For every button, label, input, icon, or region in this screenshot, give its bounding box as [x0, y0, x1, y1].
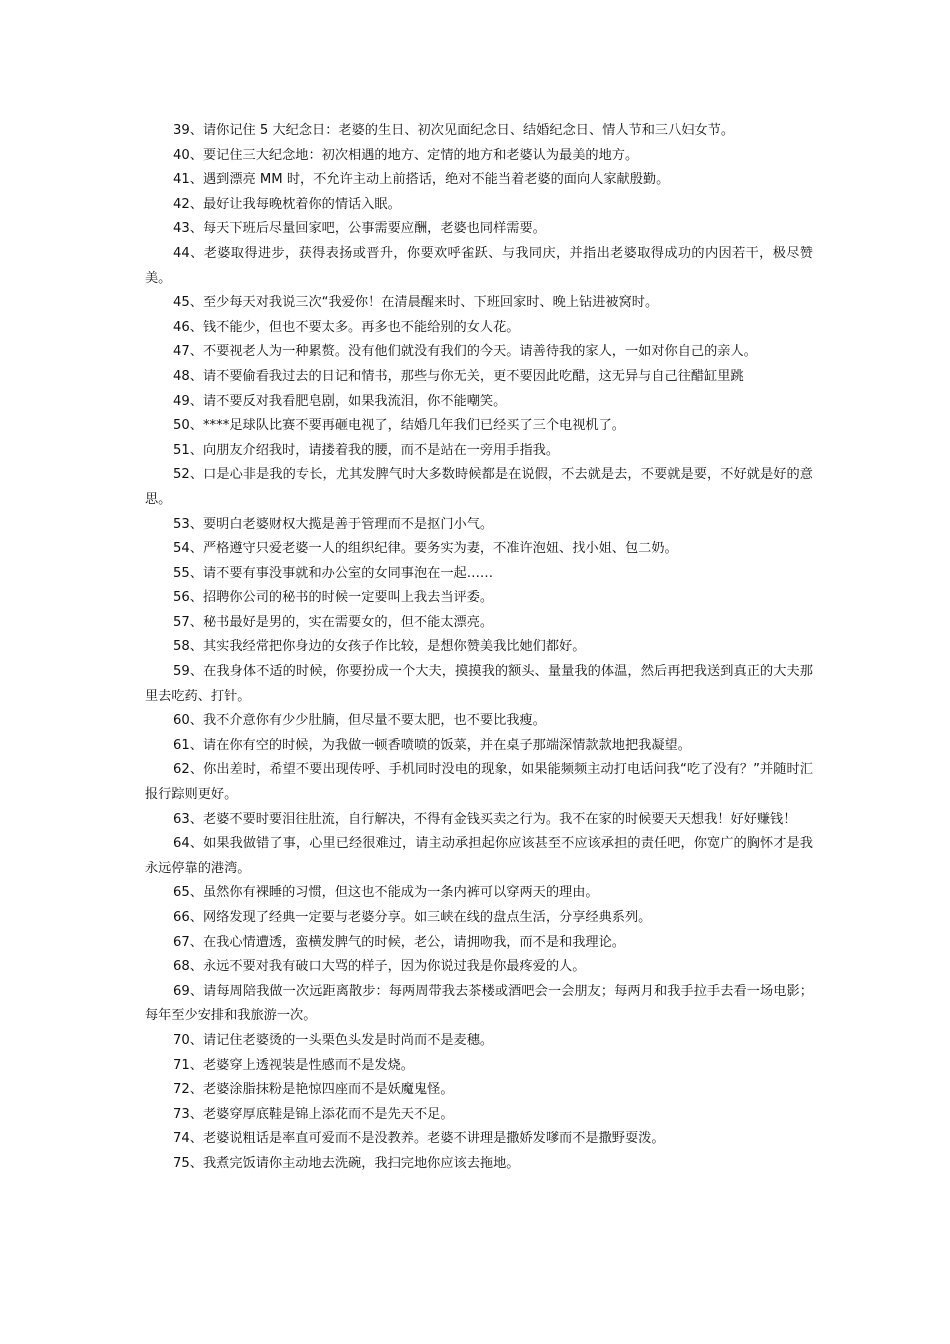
paragraph-68: 68、永远不要对我有破口大骂的样子，因为你说过我是你最疼爱的人。	[173, 959, 586, 975]
paragraph-47: 47、不要视老人为一种累赘。没有他们就没有我们的今天。请善待我的家人，一如对你自己的亲人。	[173, 344, 757, 360]
paragraph-58: 58、其实我经常把你身边的女孩子作比较，是想你赞美我比她们都好。	[173, 639, 586, 655]
paragraph-74: 74、老婆说粗话是率直可爱而不是没教养。老婆不讲理是撒娇发嗲而不是撒野耍泼。	[173, 1131, 665, 1147]
paragraph-65: 65、虽然你有裸睡的习惯，但这也不能成为一条内裤可以穿两天的理由。	[173, 885, 599, 901]
paragraph-66: 66、网络发现了经典一定要与老婆分享。如三峡在线的盘点生活，分享经典系列。	[173, 910, 652, 925]
paragraph-71: 71、老婆穿上透视装是性感而不是发烧。	[173, 1057, 414, 1073]
paragraph-45: 45、至少每天对我说三次“我爱你！在清晨醒来时、下班回家时、晚上钻进被窝时。	[173, 295, 659, 311]
paragraph-59: 59、在我身体不适的时候，你要扮成一个大夫，摸摸我的额头、量量我的体温，然后再把我送到真正的大夫那里去吃药、打针。	[145, 664, 813, 704]
paragraph-70: 70、请记住老婆烫的一头栗色头发是时尚而不是麦穗。	[173, 1032, 494, 1048]
paragraph-54: 54、严格遵守只爱老婆一人的组织纪律。要务实为妻，不准许泡妞、找小姐、包二奶。	[173, 541, 678, 557]
paragraph-63: 63、老婆不要时要泪往肚流，自行解决，不得有金钱买卖之行为。我不在家的时候要天天想我！好好赚钱！	[173, 811, 797, 827]
paragraph-44: 44、老婆取得进步，获得表扬或晋升，你要欢呼雀跃、与我同庆，并指出老婆取得成功的内因若干，极尽赞美。	[145, 245, 813, 286]
paragraph-50: 50、****足球队比赛不要再砸电视了，结婚几年我们已经买了三个电视机了。	[173, 418, 625, 434]
paragraph-41: 41、遇到漂亮 MM 时，不允许主动上前搭话，绝对不能当着老婆的面向人家献殷勤。	[173, 172, 670, 188]
paragraph-60: 60、我不介意你有少少肚腩，但尽量不要太肥，也不要比我瘦。	[173, 713, 546, 729]
paragraph-67: 67、在我心情遭透，蛮横发脾气的时候，老公，请拥吻我，而不是和我理论。	[173, 934, 625, 950]
paragraph-57: 57、秘书最好是男的，实在需要女的，但不能太漂亮。	[173, 614, 494, 630]
document-body	[145, 119, 813, 1177]
paragraph-52: 52、口是心非是我的专长，尤其发脾气时大多数時候都是在说假，不去就是去，不要就是要，不好就是好的意思。	[145, 467, 813, 507]
paragraph-43: 43、每天下班后尽量回家吧，公事需要应酬，老婆也同样需要。	[173, 221, 546, 237]
paragraph-55: 55、请不要有事没事就和办公室的女同事泡在一起……	[173, 565, 494, 581]
paragraph-48: 48、请不要偷看我过去的日记和情书，那些与你无关，更不要因此吃醋，这无异与自己往醋缸里跳	[173, 368, 744, 384]
paragraph-39: 39、请你记住 5 大纪念日：老婆的生日、初次见面纪念日、结婚纪念日、情人节和三八妇女节。	[173, 123, 735, 138]
paragraph-72: 72、老婆涂脂抹粉是艳惊四座而不是妖魔鬼怪。	[173, 1082, 454, 1098]
paragraph-64: 64、如果我做错了事，心里已经很难过，请主动承担起你应该甚至不应该承担的责任吧，你宽广的胸怀才是我永远停靠的港湾。	[145, 836, 813, 876]
paragraph-75: 75、我煮完饭请你主动地去洗碗，我扫完地你应该去拖地。	[173, 1155, 520, 1171]
paragraph-73: 73、老婆穿厚底鞋是锦上添花而不是先天不足。	[173, 1106, 454, 1122]
paragraph-56: 56、招聘你公司的秘书的时候一定要叫上我去当评委。	[173, 590, 494, 606]
paragraph-53: 53、要明白老婆财权大揽是善于管理而不是抠门小气。	[173, 516, 494, 532]
paragraph-49: 49、请不要反对我看肥皂剧，如果我流泪，你不能嘲笑。	[173, 393, 507, 409]
paragraph-62: 62、你出差时，希望不要出现传呼、手机同时没电的现象，如果能频频主动打电话问我“吃了没有？”并随时汇报行踪则更好。	[145, 762, 813, 803]
paragraph-40: 40、要记住三大纪念地：初次相遇的地方、定情的地方和老婆认为最美的地方。	[173, 147, 639, 163]
paragraph-51: 51、向朋友介绍我时，请搂着我的腰，而不是站在一旁用手指我。	[173, 442, 560, 458]
paragraph-61: 61、请在你有空的时候，为我做一顿香喷喷的饭菜，并在桌子那端深情款款地把我凝望。	[173, 737, 691, 753]
paragraph-69: 69、请每周陪我做一次远距离散步：每两周带我去茶楼或酒吧会一会朋友；每两月和我手拉手去看一场电影；每年至少安排和我旅游一次。	[145, 983, 813, 1024]
paragraph-46: 46、钱不能少，但也不要太多。再多也不能给别的女人花。	[173, 319, 520, 335]
paragraph-42: 42、最好让我每晚枕着你的情话入眠。	[173, 196, 401, 212]
